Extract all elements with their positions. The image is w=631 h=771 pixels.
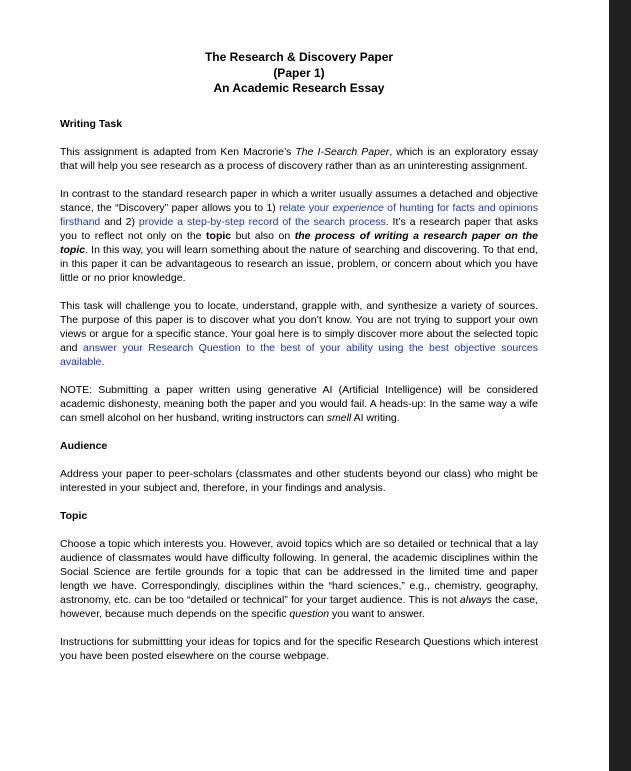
writing-task-paragraph-1: This assignment is adapted from Ken Macrorie’s The I-Search Paper, which is an exploratory essay that will help you see research as a process of discovery rather than as an uninteresting assignment. xyxy=(60,145,538,172)
highlighted-record-text: provide a step-by-step record of the search process xyxy=(138,215,386,228)
document-body xyxy=(60,50,538,663)
highlighted-experience-text: relate your experience of hunting for facts and opinions firsthand xyxy=(60,201,538,228)
highlighted-research-question-text: answer your Research Question to the best of your ability using the best objective sources available xyxy=(60,341,539,368)
title-line-1: The Research & Discovery Paper xyxy=(204,50,394,64)
audience-paragraph: Address your paper to peer-scholars (classmates and other students beyond our class) who might be interested in your subject and, therefore, in your findings and analysis. xyxy=(60,467,538,494)
writing-task-note: NOTE: Submitting a paper written using generative AI (Artificial Intelligence) will be considered academic dishonesty, meaning both the paper and you would fail. A heads-up: In the same way a wife can smell alcohol on her husband, writing instructors can smell AI writing. xyxy=(60,383,538,424)
writing-task-paragraph-3: This task will challenge you to locate, understand, grapple with, and synthesize a variety of sources. The purpose of this paper is to discover what you don’t know. You are not trying to support your own views or argue for a specific stance. Your goal here is to simply discover more about the selected topic and answer your Research Question to the best of your ability using the best objective sources available. xyxy=(60,299,539,368)
audience-heading: Audience xyxy=(60,439,108,452)
title-line-3: An Academic Research Essay xyxy=(213,81,385,95)
topic-heading: Topic xyxy=(60,509,88,522)
topic-paragraph-1: Choose a topic which interests you. However, avoid topics which are so detailed or technical that a lay audience of classmates would have difficulty following. In general, the academic disciplines within the Social Science are fertile grounds for a topic that can be addressed in the limited time and paper length we have. Correspondingly, disciplines within the “hard sciences,” e.g., chemistry, geography, astronomy, etc. can be too “detailed or technical” for your target audience. This is not always the case, however, because much depends on the specific question you want to answer. xyxy=(60,537,538,620)
window-edge-panel xyxy=(609,0,631,771)
writing-task-heading: Writing Task xyxy=(60,117,123,130)
topic-paragraph-2: Instructions for submittting your ideas for topics and for the specific Research Questions which interest you have been posted elsewhere on the course webpage. xyxy=(60,635,538,662)
writing-task-paragraph-2: In contrast to the standard research paper in which a writer usually assumes a detached and objective stance, the “Discovery” paper allows you to 1) relate your experience of hunting for facts and opinions firsthand and 2) provide a step-by-step record of the search process. It’s a research paper that asks you to reflect not only on the topic but also on the process of writing a research paper on the topic. In this way, you will learn something about the nature of searching and discovering. To that end, in this paper it can be advantageous to research an issue, problem, or concern about which you have little or no prior knowledge. xyxy=(60,187,538,284)
title-line-2: (Paper 1) xyxy=(273,65,325,80)
